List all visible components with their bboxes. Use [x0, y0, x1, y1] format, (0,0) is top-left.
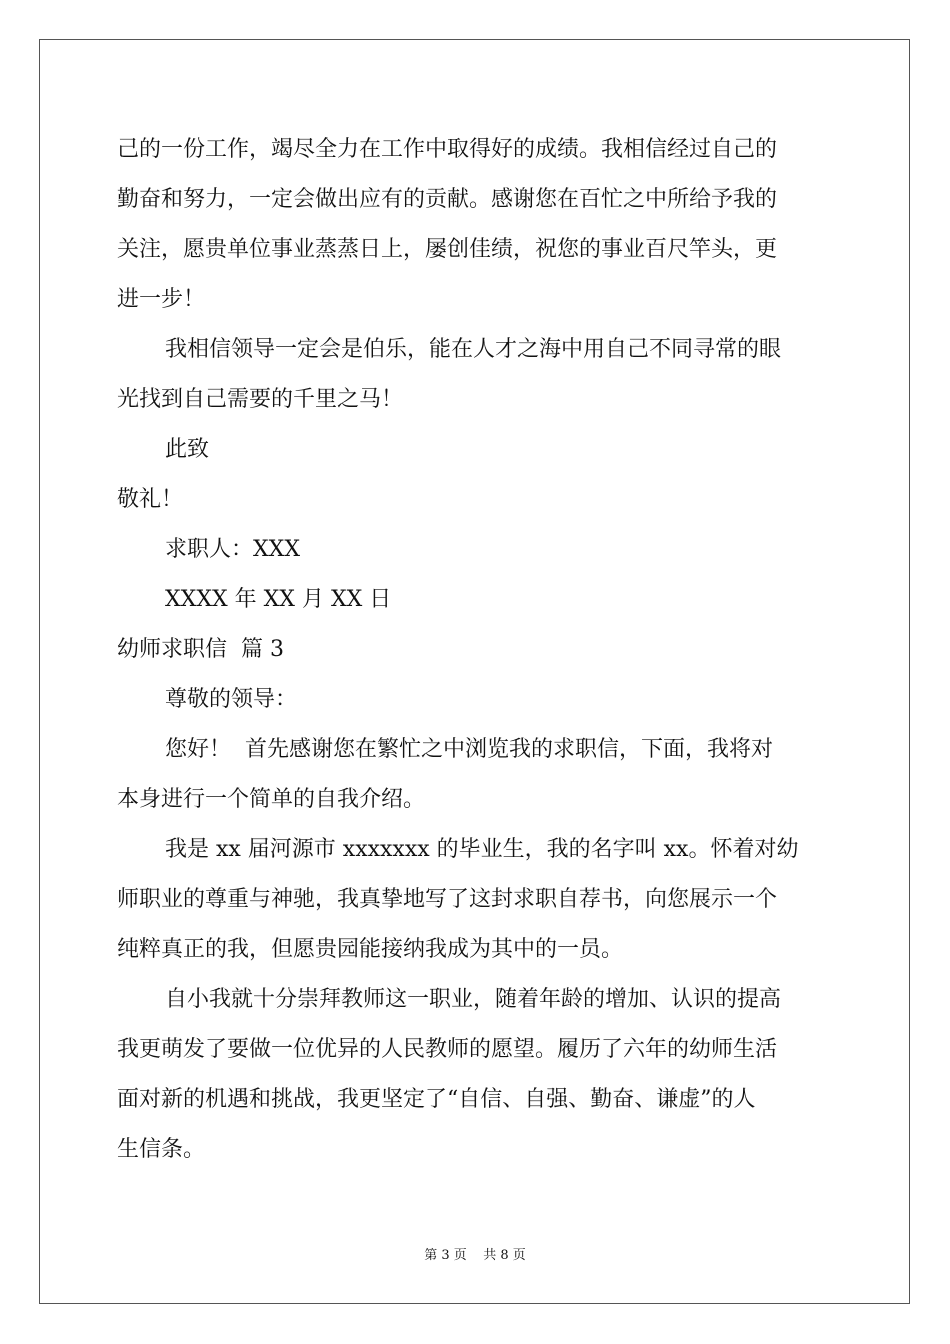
section-title: 幼师求职信 篇 3	[117, 637, 284, 662]
body-line: 光找到自己需要的千里之马！	[117, 387, 404, 412]
body-line: 我更萌发了要做一位优异的人民教师的愿望。履历了六年的幼师生活	[117, 1037, 778, 1062]
body-line: 己的一份工作，竭尽全力在工作中取得好的成绩。我相信经过自己的	[117, 137, 778, 162]
salutation-line: 敬礼！	[117, 487, 184, 512]
body-line: 勤奋和努力，一定会做出应有的贡献。感谢您在百忙之中所给予我的	[117, 187, 778, 212]
body-line: 师职业的尊重与神驰，我真挚地写了这封求职自荐书，向您展示一个	[117, 887, 778, 912]
body-line: 面对新的机遇和挑战，我更坚定了“自信、自强、勤奋、谦虚”的人	[117, 1087, 756, 1112]
body-line: 您好！ 首先感谢您在繁忙之中浏览我的求职信，下面，我将对	[165, 737, 773, 762]
body-line: 本身进行一个简单的自我介绍。	[117, 787, 426, 812]
body-line: 关注，愿贵单位事业蒸蒸日上，屡创佳绩，祝您的事业百尺竿头，更	[117, 237, 778, 262]
body-line: 生信条。	[117, 1137, 206, 1162]
greeting-line: 尊敬的领导：	[165, 687, 298, 712]
body-line: 自小我就十分崇拜教师这一职业，随着年龄的增加、认识的提高	[165, 987, 782, 1012]
body-line: 纯粹真正的我，但愿贵园能接纳我成为其中的一员。	[117, 937, 624, 962]
body-line: 我是 xx 届河源市 xxxxxxx 的毕业生，我的名字叫 xx。怀着对幼	[165, 837, 799, 862]
closing-line: 此致	[165, 437, 210, 462]
body-line: 我相信领导一定会是伯乐，能在人才之海中用自己不同寻常的眼	[165, 337, 782, 362]
date-line: XXXX 年 XX 月 XX 日	[165, 587, 392, 612]
page-number-footer: 第 3 页 共 8 页	[424, 1248, 526, 1263]
signature-line: 求职人：XXX	[165, 537, 300, 562]
body-line: 进一步！	[117, 287, 206, 312]
